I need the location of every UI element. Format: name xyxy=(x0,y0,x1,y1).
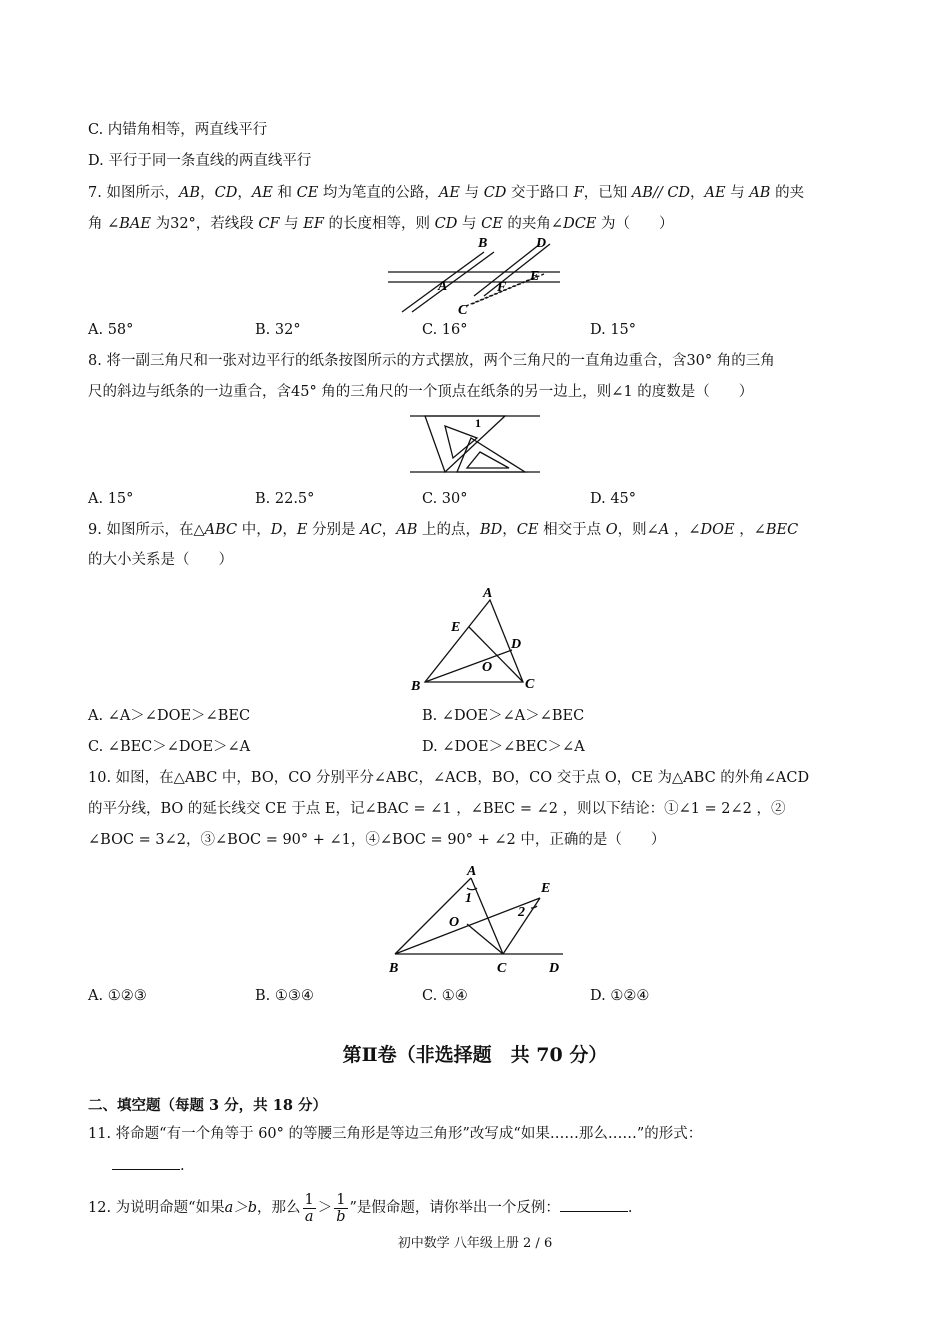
q10-stem-line1: 10. 如图，在△ABC 中，BO，CO 分别平分∠ABC，∠ACB，BO，CO 交于点 O，CE 为△ABC 的外角∠ACD xyxy=(88,770,810,786)
q9-label-d: D xyxy=(511,637,522,652)
q8-stem-line1: 8. 将一副三角尺和一张对边平行的纸条按图所示的方式摆放，两个三角尺的一直角边重合，含30° 角的三角 xyxy=(88,353,775,369)
q9-triangle-figure xyxy=(405,580,555,694)
q12-answer-blank[interactable] xyxy=(560,1197,628,1212)
q10-stem-line2: 的平分线，BO 的延长线交 CE 于点 E，记∠BAC = ∠1 ，∠BEC = ∠2 ，则以下结论：①∠1 = 2∠2 ，② xyxy=(88,801,786,817)
q10-label-b: B xyxy=(389,961,399,976)
q9-label-o: O xyxy=(482,660,493,675)
q9-label-e: E xyxy=(451,620,461,635)
q7-label-e: E xyxy=(530,269,540,284)
q7-option-d[interactable]: D. 15° xyxy=(590,322,637,338)
q10-option-c[interactable]: C. ①④ xyxy=(422,988,468,1004)
q7-option-c[interactable]: C. 16° xyxy=(422,322,468,338)
q10-triangle-figure xyxy=(385,860,575,978)
q10-label-1: 1 xyxy=(465,891,472,906)
q11-answer-line[interactable]: . xyxy=(112,1155,185,1176)
q8-option-d[interactable]: D. 45° xyxy=(590,491,637,507)
q7-label-b: B xyxy=(478,236,488,251)
part2-title: 第Ⅱ卷（非选择题 共 70 分） xyxy=(342,1044,608,1066)
q9-option-c[interactable]: C. ∠BEC＞∠DOE＞∠A xyxy=(88,739,251,755)
q9-stem-line2: 的大小关系是（ ） xyxy=(88,552,233,568)
q7-option-a[interactable]: A. 58° xyxy=(88,322,134,338)
q8-option-b[interactable]: B. 22.5° xyxy=(255,491,315,507)
q10-label-2: 2 xyxy=(518,905,525,920)
q11-answer-blank[interactable] xyxy=(112,1155,180,1170)
q8-option-c[interactable]: C. 30° xyxy=(422,491,468,507)
q6-option-c: C. 内错角相等，两直线平行 xyxy=(88,122,268,138)
q8-triangle-ruler-figure xyxy=(405,408,545,478)
q8-option-a[interactable]: A. 15° xyxy=(88,491,134,507)
q6-option-d: D. 平行于同一条直线的两直线平行 xyxy=(88,153,312,169)
section-2-heading: 二、填空题（每题 3 分，共 18 分） xyxy=(88,1097,327,1114)
q10-label-a: A xyxy=(467,864,477,879)
q7-label-a: A xyxy=(438,279,448,294)
q9-option-d[interactable]: D. ∠DOE＞∠BEC＞∠A xyxy=(422,739,585,755)
q10-label-e: E xyxy=(541,881,551,896)
q8-angle-1-label: 1 xyxy=(475,416,481,430)
q7-label-f: F xyxy=(497,280,507,295)
q9-option-a[interactable]: A. ∠A＞∠DOE＞∠BEC xyxy=(88,708,251,724)
q10-option-d[interactable]: D. ①②④ xyxy=(590,988,650,1004)
q7-road-figure xyxy=(380,234,570,318)
q7-label-c: C xyxy=(458,303,468,318)
q7-stem-line2: 角 ∠BAE 为32°，若线段 CF 与 EF 的长度相等，则 CD 与 CE 的夹角∠DCE 为（ ） xyxy=(88,216,674,232)
q12-fraction-1-over-a: $\frac{1}{a}$ xyxy=(304,1191,314,1225)
q9-option-b[interactable]: B. ∠DOE＞∠A＞∠BEC xyxy=(422,708,585,724)
q10-label-d: D xyxy=(549,961,560,976)
q9-label-c: C xyxy=(525,677,535,692)
q9-stem-line1: 9. 如图所示，在△ABC 中，D，E 分别是 AC，AB 上的点，BD，CE 相交于点 O，则∠A ，∠DOE ，∠BEC xyxy=(88,522,799,538)
q9-label-a: A xyxy=(483,586,493,601)
q10-option-a[interactable]: A. ①②③ xyxy=(88,988,147,1004)
page-footer: 初中数学 八年级上册 2 / 6 xyxy=(397,1236,553,1251)
q9-label-b: B xyxy=(411,679,421,694)
q7-stem-line1: 7. 如图所示，AB，CD，AE 和 CE 均为笔直的公路，AE 与 CD 交于路口 F，已知 AB// CD，AE 与 AB 的夹 xyxy=(88,185,805,201)
q7-option-b[interactable]: B. 32° xyxy=(255,322,301,338)
q12-fraction-1-over-b: $\frac{1}{b}$ xyxy=(336,1191,346,1225)
q12-stem: 12. 为说明命题“如果a＞b，那么 $\frac{1}{a}$ ＞ $\frac{1}{b}$ ”是假命题，请你举出一个反例： . xyxy=(88,1191,633,1225)
q8-stem-line2: 尺的斜边与纸条的一边重合，含45° 角的三角尺的一个顶点在纸条的另一边上，则∠1 的度数是（ ） xyxy=(88,384,754,400)
q10-option-b[interactable]: B. ①③④ xyxy=(255,988,314,1004)
q10-stem-line3: ∠BOC = 3∠2，③∠BOC = 90° + ∠1，④∠BOC = 90° + ∠2 中，正确的是（ ） xyxy=(88,832,666,848)
q10-label-o: O xyxy=(449,915,460,930)
q11-stem: 11. 将命题“有一个角等于 60° 的等腰三角形是等边三角形”改写成“如果……那么……”的形式： xyxy=(88,1126,703,1142)
q7-label-d: D xyxy=(536,236,547,251)
q10-label-c: C xyxy=(497,961,507,976)
